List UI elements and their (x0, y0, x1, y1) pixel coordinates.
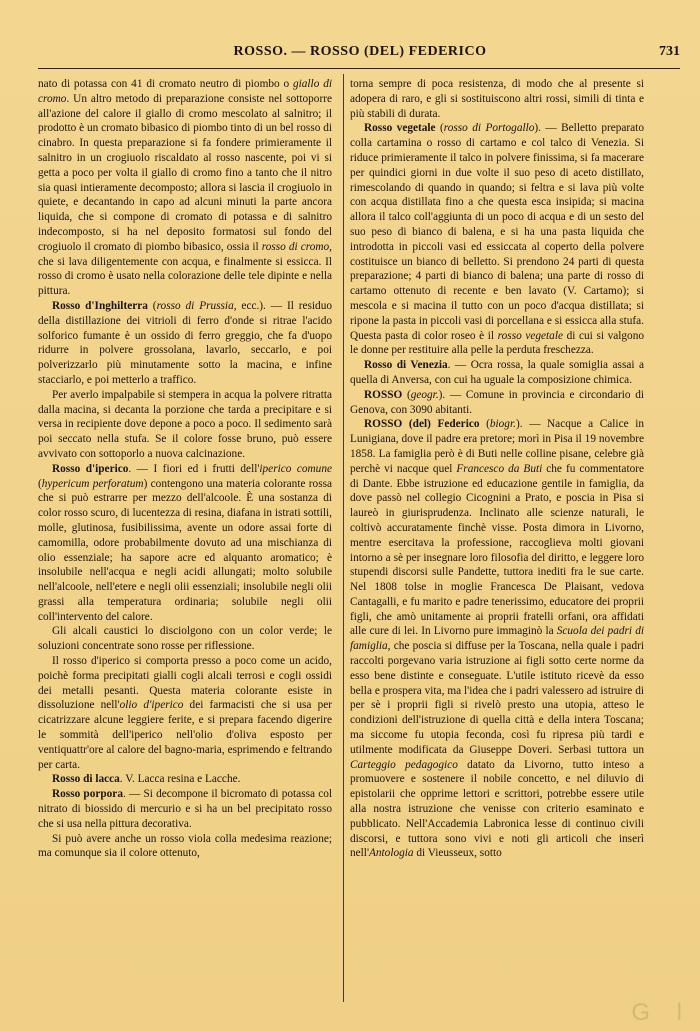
italic-term: Carteggio pedagogico (350, 758, 458, 771)
entry-rosso-vegetale (350, 121, 644, 358)
italic-term: rosso di Prussia (156, 299, 234, 312)
italic-term: giallo di cromo (38, 78, 332, 105)
entry-rosso-iperico (38, 462, 332, 625)
text: . V. Lacca resina e Lacche. (119, 773, 241, 786)
italic-term: rosso di Portogallo (443, 122, 535, 135)
page-number: 731 (659, 44, 680, 59)
italic-term: Antologia (368, 847, 414, 860)
running-head-title: ROSSO. — ROSSO (DEL) FEDERICO (233, 44, 487, 59)
text: , che poscia si diffuse per la Toscana, nella quale i padri raccolti porgevano varia istruzione ai figli sotto certe norme da esso bene distinte e conseguate. L'utile istituto ricevè da esso bella e prospera vita, ma l'idea che i padri valessero ad istruire di per sè i proprii figli si rivelò presto una utopia, atteso le condizioni dell'istruzione di quella città e della intera Toscana; ma siccome fu utopia feconda, così fu ripresa più tardi e utilmente modificata da Giuseppe Doveri. Serbasi tuttora un (350, 640, 644, 756)
right-column (350, 77, 644, 1002)
italic-term: iperico comune (259, 462, 332, 475)
text: ( (38, 477, 42, 490)
entry-headword: Rosso di Venezia (364, 359, 448, 372)
paragraph-rosso-di-cromo (38, 77, 332, 299)
text: che fu commentatore di Dante. Ebbe istruzione ed educazione gentile in famiglia, da dove passò nel collegio Cicognini a Prato, e poscia in Pisa si laureò in giurisprudenza. Inclinato alle scienze naturali, le coltivò accuratamente finchè visse. Posta dimora in Livorno, mentre esercitava la professione, raccoglieva molti giovani intorno a sè per insegnare loro filosofia del diritto, e leggere loro stupendi discorsi sulle Pandette, tuttora inediti fra le sue carte. Nel 1808 tolse in moglie Francesca De Plaisant, vedova Cantagalli, e fu marito e padre tenerissimo, educatore dei proprii figli, che amò unitamente ai proprii fratelli orfani, ora affidati alle cure di lei. In Livorno pure immaginò la (350, 462, 644, 638)
entry-headword: Rosso vegetale (364, 122, 436, 135)
text: ( (435, 122, 444, 135)
paragraph: torna sempre di poca resistenza, di modo che al presente si adopera di raro, e gli si sostituiscono altri rossi, simili di tinta e più stabili di durata. (350, 78, 644, 120)
text: ( (402, 388, 411, 401)
entry-headword: Rosso d'iperico (52, 462, 129, 475)
entry-headword: Rosso di lacca (52, 773, 120, 786)
italic-term: geogr. (410, 388, 439, 401)
entry-rosso-federico (350, 417, 644, 861)
text: di cui si valgono le donne per restituire alla pelle la perduta freschezza. (350, 329, 644, 357)
italic-term: biogr. (489, 418, 516, 431)
text: ). — Nacque a Calice in Lunigiana, dove il padre era pretore; morì in Pisa il 19 novembre 1858. La famiglia però è di Buti nelle colline pisane, celebre già perchè vi nacque quel (350, 418, 644, 475)
italic-term: olio d'iperico (119, 699, 184, 712)
paragraph: Per averlo impalpabile si stempera in acqua la polvere ritratta dalla macina, si decanta la porzione che tarda a precipitare e si versa in recipiente dove depone a poco a poco. Il sedimento sarà poi seccato nella stufa. Se il colore fosse bruno, può essere avvivato con sottoporlo a nuova calcinazione. (38, 388, 332, 460)
paragraph: Si può avere anche un rosso viola colla medesima reazione; ma comunque sia il colore ottenuto, (38, 832, 332, 860)
entry-rosso-porpora (38, 787, 332, 831)
entry-headword: Rosso porpora (52, 788, 123, 801)
entry-rosso-venezia (350, 358, 644, 388)
entry-headword: ROSSO (364, 388, 403, 401)
text: di Vieusseux, sotto (413, 847, 502, 860)
paragraph (38, 654, 332, 772)
text: . Un altro metodo di preparazione consiste nel sottoporre all'azione del calore il giallo di cromo mescolato al salnitro; il prodotto è un cromato bibasico di piombo tinto di un bel rosso di cinabro. In questa preparazione si fa fondere primieramente il salnitro in un crogiuolo riscaldato al rosso nascente, poi vi si getta a poco per volta il giallo di cromo fino a tanto che il nitro sia quasi intieramente decomposto; allora si lascia il crogiuolo in quiete, e decantando in capo ad alcuni minuti la parte ancora liquida, che si compone di cromato di potassa e di salnitro indecomposto, si ha nel deposito formatosi sul fondo del crogiuolo il cromato di piombo bibasico, ossia il (38, 92, 332, 253)
entry-rosso-inghilterra (38, 299, 332, 388)
paragraph: Gli alcali caustici lo disciolgono con un color verde; le soluzioni concentrate sono rosse per riflessione. (38, 625, 332, 653)
text: ). — Comune in provincia e circondario di Genova, con 3090 abitanti. (350, 388, 644, 416)
italic-term: rosso di cromo (261, 240, 330, 253)
text: datato da Livorno, tutto inteso a promuovere e sostenere il nobile concetto, e nel diluvio di epistolarii che opprime lettori e scrittori, potrebbe essere utile alla nostra istruzione che venisse con criterio esaminato e pubblicato. Nell'Accademia Labronica lesse di continuo civili discorsi, e tuttora sono vivi e noti gli articoli che inserì nell' (350, 758, 644, 860)
text: ( (147, 299, 157, 312)
scan-watermark: G l (631, 999, 682, 1026)
text: . — I fiori ed i frutti dell' (128, 462, 260, 475)
column-divider (343, 74, 344, 1002)
italic-term: Scuola dei padri di famiglia (350, 625, 644, 653)
entry-rosso-lacca (38, 772, 332, 787)
italic-term: Francesco da Buti (456, 462, 543, 475)
text: dei farmacisti che si usa per cicatrizzare alcune leggiere ferite, e si prepara facendo digerire le sommità dell'iperico nell'olio d'oliva esposto per ventiquattr'ore al calore del bagno-maria, esprimendo e feltrando per carta. (38, 699, 332, 771)
text: ). — Belletto preparato colla cartamina o rosso di cartamo e col talco di Venezia. Si riduce primieramente il talco in polvere finissima, si fa macerare per quindici giorni in due volte il suo peso di aceto distillato, rimescolando di quando in quando; si feltra e si lava più volte con acqua distillata fino a che questa esca insipida; si macina allora il talco coll'aggiunta di un poco di acqua e di un sesto del suo peso di bianco di balena, e si ha una pasta liquida che introdotta in piccoli vasi ed essiccata al coperto della polvere costituisce un bianco di belletto. Si prendono 24 parti di questa preparazione; 4 parti di bianco di balena; una parte di rosso di cartamo ottenuto di recente e ben lavato (V. Cartamo); si mescola e si macina il tutto con un poco d'acqua distillata; si ripone la pasta in piccoli vasi di porcellana e si essicca alla stufa. Questa pasta di color roseo è il (350, 122, 644, 342)
text: , ecc.). — Il residuo della distillazione dei vitrioli di ferro d'onde si ritrae l'acido solforico fumante è un ossido di ferro greggio, che fa d'uopo ridurre in polvere grossolana, lavarlo, seccarlo, e poi polverizzarlo più minutamente sotto la macina, e infine stacciarlo, e poi metterlo a traffico. (38, 299, 332, 386)
text: , che si lava diligentemente con acqua, e finalmente si essicca. Il rosso di cromo è usato nella colorazione delle tele dipinte e nella pittura. (38, 240, 332, 298)
text: . — Si decompone il bicromato di potassa col nitrato di biossido di mercurio e si ha un bel precipitato rosso che si usa nella pittura decorativa. (38, 788, 332, 830)
text: Il rosso d'iperico si comporta presso a poco come un acido, poichè forma precipitati gialli cogli alcali terrosi e cogli ossidi dei metalli pesanti. Questa materia colorante esiste in dissoluzione nell' (38, 655, 332, 712)
entry-headword: Rosso d'Inghilterra (52, 299, 148, 312)
running-head (40, 44, 680, 66)
text: nato di potassa con 41 di cromato neutro di piombo o (38, 78, 293, 90)
text: ) contengono una materia colorante rossa che si può estrarre per mezzo dell'alcoole. È una sostanza di color rosso scuro, di lucentezza di resina, diafana in istrati sottili, molle, glutinosa, fusibilissima, avente un odore assai forte di camomilla, odore probabilmente dovuto ad una mischianza di olio essenziale; ha sapore acre ed alquanto aromatico; è insolubile nell'acqua e negli acidi allungati; molto solubile nell'alcoole, nell'etere e negli olii essenziali; insolubile negli olii grassi alla temperatura ordinaria; solubile negli olii coll'intervento del calore. (38, 477, 332, 623)
header-rule (38, 68, 680, 69)
left-column (38, 77, 332, 1002)
text: . — Ocra rossa, la quale somiglia assai a quella di Anversa, con cui ha uguale la composizione chimica. (350, 359, 644, 386)
entry-headword: ROSSO (del) Federico (364, 418, 480, 431)
entry-rosso-geogr (350, 388, 644, 418)
italic-term: rosso vegetale (497, 329, 563, 342)
italic-term: hypericum perforatum (41, 477, 144, 490)
text: ( (479, 418, 490, 431)
